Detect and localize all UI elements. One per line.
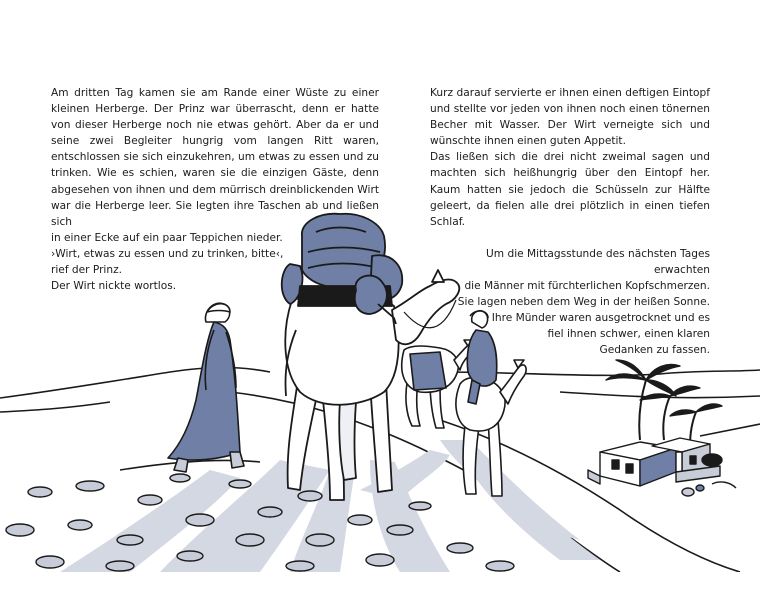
left-line: Der Wirt nickte wortlos. xyxy=(51,280,177,293)
left-line: in einer Ecke auf ein paar Teppichen nieder. xyxy=(51,231,283,244)
right-line: Um die Mittagsstunde des nächsten Tages erwachten xyxy=(486,247,710,276)
right-paragraph-1: Kurz darauf servierte er ihnen einen deftigen Eintopf und stellte vor jeden von ihnen noch einen tönernen Becher mit Wasser. Der Wirt verneigte sich und wünschte ihnen einen guten Appetit. xyxy=(430,87,710,148)
left-line: ›Wirt, etwas zu essen und zu trinken, bitte‹, xyxy=(51,247,284,260)
left-text-column xyxy=(51,85,379,294)
right-line: Sie lagen neben dem Weg in der heißen Sonne. xyxy=(457,296,710,309)
right-line: fiel ihnen schwer, einen klaren xyxy=(547,328,710,341)
page-margin xyxy=(0,572,760,608)
right-line: Gedanken zu fassen. xyxy=(599,344,710,357)
left-paragraph-justified: Am dritten Tag kamen sie am Rande einer Wüste zu einer kleinen Herberge. Der Prinz war überrascht, denn er hatte von dieser Herberge noch nie etwas gehört. Aber da er und seine zwei Begleiter hungrig vom langen Ritt waren, entschlossen sie sich einzukehren, um etwas zu essen und zu trinken. Wie es schien, waren sie die einzigen Gäste, denn abgesehen von ihnen und dem mürrisch dreinblickenden Wirt war die Herberge leer. Sie legten ihre Taschen ab und ließen sich xyxy=(51,87,379,228)
right-text-column xyxy=(430,85,710,359)
right-paragraph-2: Das ließen sich die drei nicht zweimal sagen und machten sich heißhungrig über den Eintopf her. Kaum hatten sie jedoch die Schüsseln zur Hälfte geleert, da fielen alle drei plötzlich in einen tiefen Schlaf. xyxy=(430,151,710,228)
right-line: die Männer mit fürchterlichen Kopfschmerzen. xyxy=(464,280,710,293)
walking-man xyxy=(168,303,244,472)
right-line: Ihre Münder waren ausgetrocknet und es xyxy=(491,312,710,325)
paragraph-gap xyxy=(430,230,710,246)
oasis xyxy=(588,360,736,496)
left-line: rief der Prinz. xyxy=(51,264,123,277)
